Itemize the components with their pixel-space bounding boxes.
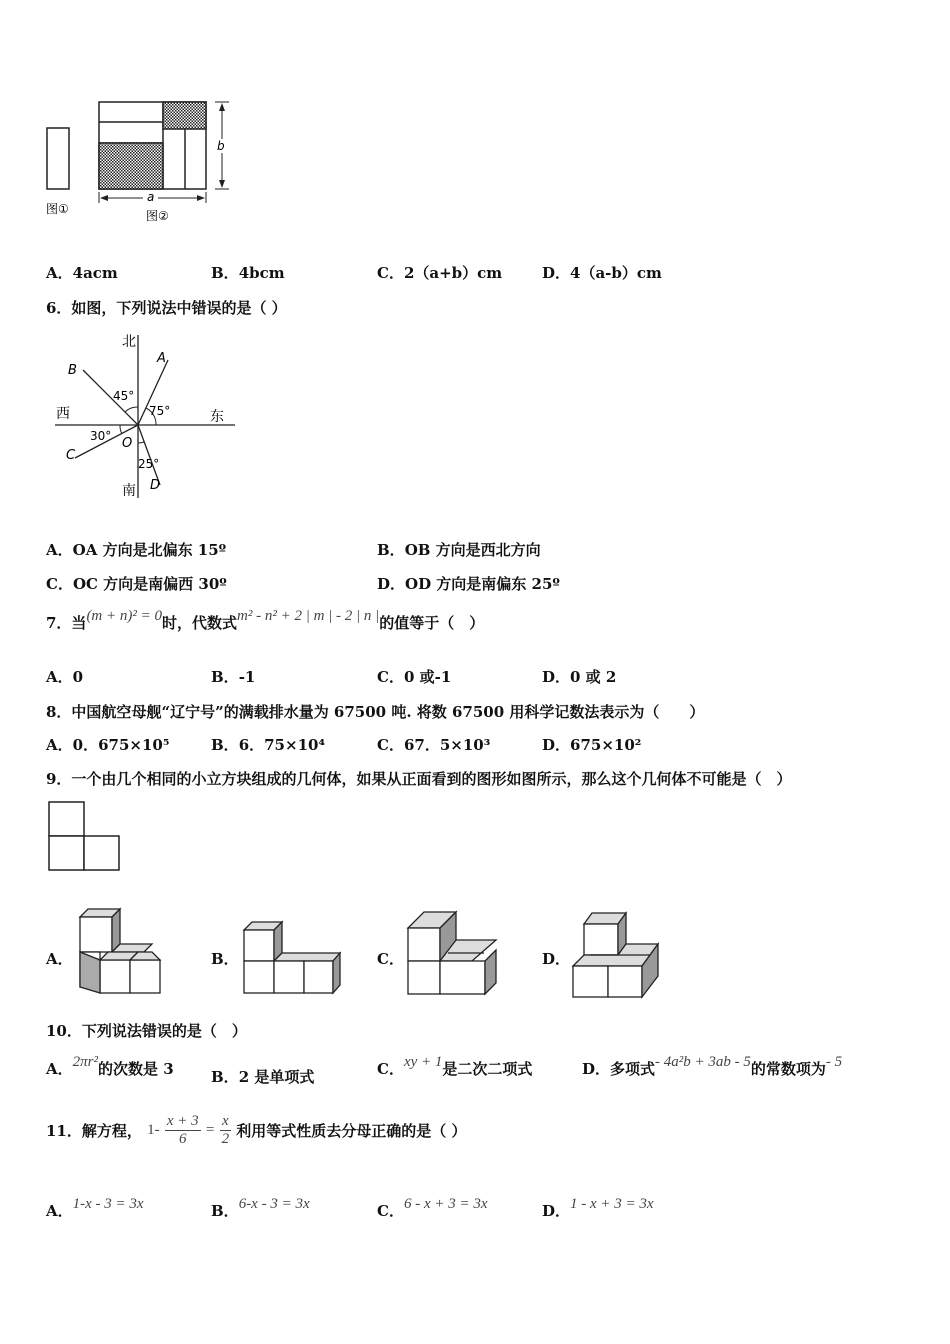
q6-option-d[interactable]: D．OD 方向是南偏东 25º — [377, 575, 560, 593]
angle-25-label: 25° — [138, 457, 160, 471]
fig1-rect — [47, 128, 69, 189]
q11-stem: 11．解方程， 1- $\frac{x + 3}{6}$ = $\frac{x}{2}$ 利用等式性质去分母正确的是（ ） — [46, 1113, 467, 1147]
q10-option-d[interactable]: D．多项式- 4a²b + 3ab - 5的常数项为- 5 — [582, 1054, 843, 1078]
q7-option-b[interactable]: B．-1 — [211, 668, 256, 686]
q8-option-a[interactable]: A．0．675×10⁵ — [46, 736, 170, 754]
q9-option-d[interactable]: D． — [542, 950, 571, 968]
q6-option-a[interactable]: A．OA 方向是北偏东 15º — [46, 541, 227, 559]
q11-fraction-left: $\frac{x + 3}{6}$ — [166, 1113, 199, 1147]
q9-figure-b — [238, 918, 343, 1000]
q11-option-c[interactable]: C．6 - x + 3 = 3x — [377, 1196, 488, 1220]
q7-stem: 7．当(m + n)² = 0时，代数式m² - n² + 2 | m | - 2 | n |的值等于（ ） — [46, 608, 485, 632]
fig2-hatch-top — [163, 102, 206, 129]
q11-fraction-right: $\frac{x}{2}$ — [221, 1113, 230, 1147]
q10-stem: 10．下列说法错误的是（ ） — [46, 1022, 247, 1040]
q6-stem: 6．如图，下列说法中错误的是（ ） — [46, 299, 287, 317]
q9-option-a[interactable]: A． — [46, 950, 73, 968]
q5-option-b[interactable]: B．4bcm — [211, 264, 285, 282]
q10-option-c[interactable]: C．xy + 1是二次二项式 — [377, 1054, 533, 1078]
q9-figure-d — [570, 910, 665, 1000]
q7-option-d[interactable]: D．0 或 2 — [542, 668, 617, 686]
q8-option-c[interactable]: C．67．5×10³ — [377, 736, 491, 754]
point-o-label: O — [122, 436, 133, 451]
point-a-label: A — [157, 351, 166, 366]
q10-option-b[interactable]: B．2 是单项式 — [211, 1068, 315, 1086]
q9-option-c[interactable]: C． — [377, 950, 404, 968]
q7-option-a[interactable]: A．0 — [46, 668, 84, 686]
south-label: 南 — [122, 483, 136, 499]
point-d-label: D — [150, 478, 161, 493]
point-c-label: C — [66, 448, 76, 463]
point-b-label: B — [68, 363, 77, 378]
q11-option-b[interactable]: B．6-x - 3 = 3x — [211, 1196, 310, 1220]
q11-option-a[interactable]: A．1-x - 3 = 3x — [46, 1196, 144, 1220]
q5-figure — [40, 95, 240, 230]
angle-75-label: 75° — [149, 404, 171, 418]
q5-option-c[interactable]: C．2（a+b）cm — [377, 264, 503, 282]
q10-option-a[interactable]: A．2πr²的次数是 3 — [46, 1054, 174, 1078]
fig1-label: 图① — [46, 202, 69, 216]
dim-b-label: b — [217, 139, 225, 153]
angle-30-label: 30° — [90, 429, 112, 443]
q9-stem: 9．一个由几个相同的小立方块组成的几何体，如果从正面看到的图形如图所示，那么这个几何体不可能是（ ） — [46, 770, 792, 788]
q8-option-b[interactable]: B．6．75×10⁴ — [211, 736, 326, 754]
fig2-hatch-left — [99, 143, 163, 189]
q5-option-d[interactable]: D．4（a-b）cm — [542, 264, 662, 282]
q9-option-b[interactable]: B． — [211, 950, 239, 968]
q5-option-a[interactable]: A．4acm — [46, 264, 118, 282]
q7-option-c[interactable]: C．0 或-1 — [377, 668, 452, 686]
q9-figure-c — [404, 905, 499, 1000]
q8-option-d[interactable]: D．675×10² — [542, 736, 642, 754]
fig2-label: 图② — [146, 209, 169, 223]
q11-option-d[interactable]: D．1 - x + 3 = 3x — [542, 1196, 654, 1220]
angle-45-label: 45° — [113, 389, 135, 403]
q8-stem: 8．中国航空母舰“辽宁号”的满载排水量为 67500 吨. 将数 67500 用科学记数法表示为（ ） — [46, 703, 705, 721]
compass-diagram — [50, 330, 245, 505]
q9-figure-a — [76, 905, 166, 1000]
q9-front-view — [46, 800, 126, 872]
q7-condition: (m + n)² = 0 — [86, 608, 163, 624]
q6-option-c[interactable]: C．OC 方向是南偏西 30º — [46, 575, 227, 593]
west-label: 西 — [56, 406, 70, 422]
q7-expression: m² - n² + 2 | m | - 2 | n | — [237, 608, 380, 624]
east-label: 东 — [210, 409, 224, 425]
north-label: 北 — [122, 334, 136, 350]
dim-a-label: a — [147, 190, 155, 204]
q6-option-b[interactable]: B．OB 方向是西北方向 — [377, 541, 541, 559]
